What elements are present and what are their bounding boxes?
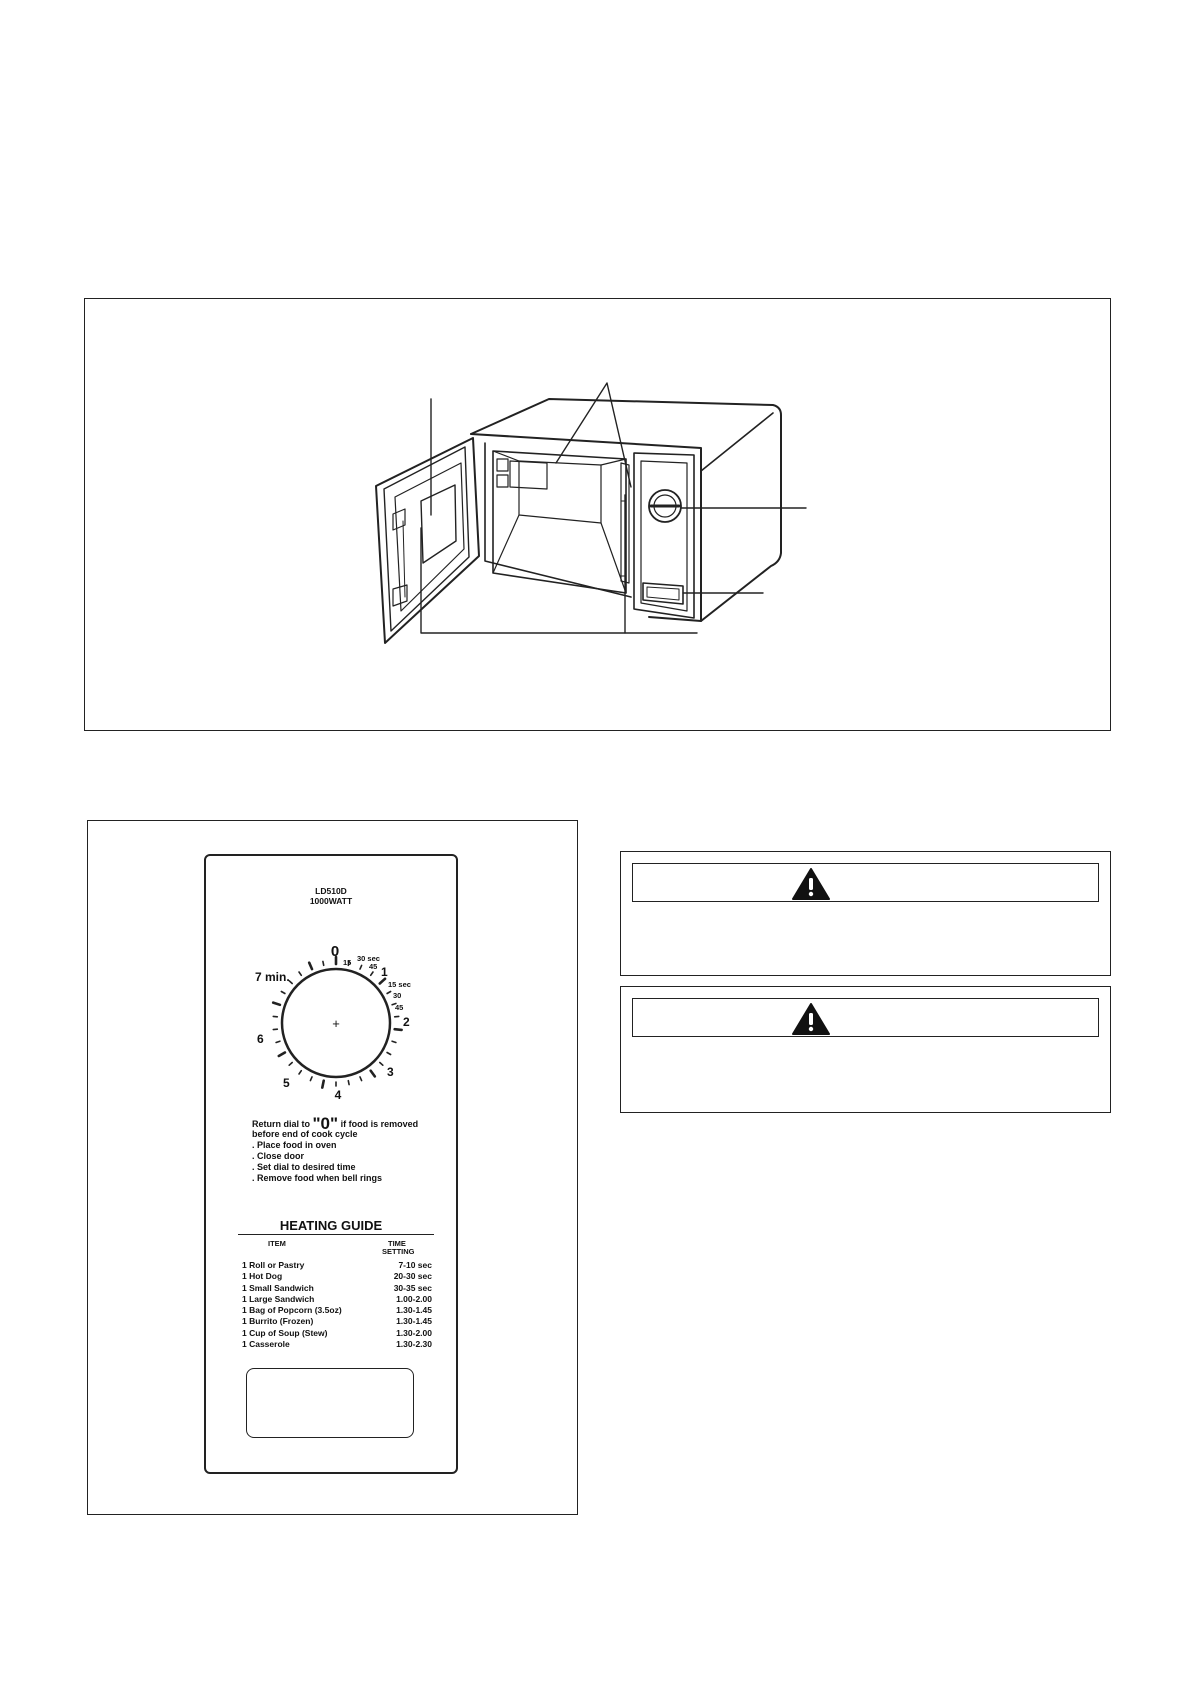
- dial-tick: [279, 1053, 285, 1057]
- heating-guide-rule: [238, 1234, 434, 1235]
- dial-label-3: 3: [387, 1065, 394, 1079]
- dial-label-2: 2: [403, 1015, 410, 1029]
- heating-guide-row: [242, 1339, 432, 1350]
- heating-guide-item: 1 Cup of Soup (Stew): [242, 1327, 328, 1338]
- dial-label-45b: 45: [395, 1003, 404, 1012]
- dial-tick: [281, 992, 285, 994]
- heating-guide-col-time-1: TIME: [388, 1239, 406, 1248]
- warning-box-2: [620, 986, 1111, 1113]
- dial-tick: [310, 1077, 312, 1081]
- dial-label-5: 5: [283, 1076, 290, 1090]
- dial-tick: [371, 1071, 375, 1077]
- dial-center-mark: +: [332, 1016, 340, 1031]
- heating-guide-table: [242, 1260, 432, 1350]
- heating-guide-row: [242, 1260, 432, 1271]
- dial-label-30sec: 30 sec: [357, 954, 380, 963]
- heating-guide-item: 1 Hot Dog: [242, 1271, 283, 1282]
- dial-label-15sec: 15 sec: [388, 980, 411, 989]
- instruction-line2: before end of cook cycle: [252, 1129, 358, 1139]
- heating-guide-item: 1 Large Sandwich: [242, 1293, 315, 1304]
- heating-guide-item: 1 Casserole: [242, 1339, 290, 1350]
- heating-guide-time: 30-35 sec: [393, 1282, 432, 1293]
- instruction-step-2: . Close door: [252, 1151, 305, 1161]
- model-number: LD510D: [315, 886, 347, 896]
- heating-guide-item: 1 Burrito (Frozen): [242, 1316, 314, 1327]
- warning-box-1: [620, 851, 1111, 976]
- heating-guide-item: 1 Roll or Pastry: [242, 1260, 305, 1270]
- heating-guide-row: [242, 1283, 432, 1294]
- heating-guide-row: [242, 1316, 432, 1327]
- dial-tick: [395, 1029, 402, 1030]
- dial-tick: [387, 992, 391, 994]
- heating-guide-time: 20-30 sec: [393, 1271, 432, 1282]
- dial-tick: [289, 1063, 292, 1066]
- dial-label-1: 1: [381, 965, 388, 979]
- dial-tick: [360, 965, 362, 969]
- dial-tick: [276, 1041, 280, 1042]
- heating-guide-row: [242, 1271, 432, 1282]
- instruction-step-4: . Remove food when bell rings: [252, 1173, 383, 1183]
- instruction-step-3: . Set dial to desired time: [252, 1162, 356, 1172]
- heating-guide-item: 1 Bag of Popcorn (3.5oz): [242, 1305, 342, 1316]
- dial-label-6: 6: [257, 1032, 264, 1046]
- display-window: [246, 1368, 414, 1438]
- heating-guide-row: [242, 1294, 432, 1305]
- warning-header: [632, 863, 1099, 902]
- dial-tick: [309, 963, 312, 969]
- control-panel-frame: [87, 820, 578, 1515]
- warning-triangle-icon: [791, 1002, 831, 1036]
- heating-guide-item: 1 Small Sandwich: [242, 1282, 314, 1293]
- instruction-text: if food is removed: [338, 1119, 419, 1129]
- heating-guide-time: 7-10 sec: [398, 1260, 432, 1270]
- warning-header: [632, 998, 1099, 1037]
- dial-label-15: 15: [343, 958, 352, 967]
- dial-tick: [348, 1081, 349, 1085]
- heating-guide-time: 1.30-2.00: [396, 1327, 432, 1338]
- control-panel: [204, 854, 458, 1474]
- heating-guide-time: 1.30-2.30: [396, 1339, 432, 1350]
- microwave-figure-frame: [84, 298, 1111, 731]
- heating-guide-col-item: ITEM: [268, 1239, 286, 1248]
- dial-tick: [360, 1077, 362, 1081]
- dial-tick: [380, 979, 385, 984]
- instruction-text: Return dial to: [252, 1119, 313, 1129]
- heating-guide-time: 1.30-1.45: [396, 1305, 432, 1316]
- microwave-illustration: [85, 299, 1109, 729]
- instruction-step-1: . Place food in oven: [252, 1140, 337, 1150]
- heating-guide-row: [242, 1305, 432, 1316]
- instruction-zero: "0": [312, 1114, 339, 1133]
- dial-label-30b: 30: [393, 991, 402, 1000]
- heating-guide-time: 1.00-2.00: [396, 1293, 432, 1304]
- timer-dial: [206, 916, 460, 1116]
- heating-guide-title: HEATING GUIDE: [279, 1218, 383, 1233]
- wattage-label: 1000WATT: [309, 896, 353, 906]
- dial-tick: [380, 1063, 383, 1066]
- dial-label-0: 0: [330, 943, 340, 960]
- dial-tick: [322, 1081, 323, 1088]
- dial-tick: [392, 1041, 396, 1042]
- warning-triangle-icon: [791, 867, 831, 901]
- dial-tick: [299, 972, 301, 975]
- dial-tick: [273, 1003, 280, 1005]
- heating-guide-col-time-2: SETTING: [382, 1247, 415, 1256]
- heating-guide-time: 1.30-1.45: [396, 1316, 432, 1327]
- dial-label-45: 45: [369, 962, 378, 971]
- dial-tick: [387, 1053, 391, 1055]
- dial-tick: [371, 972, 373, 975]
- dial-label-7min: 7 min.: [255, 970, 290, 984]
- dial-tick: [299, 1071, 301, 1074]
- dial-tick: [323, 961, 324, 965]
- dial-label-4: 4: [334, 1088, 342, 1102]
- heating-guide-row: [242, 1328, 432, 1339]
